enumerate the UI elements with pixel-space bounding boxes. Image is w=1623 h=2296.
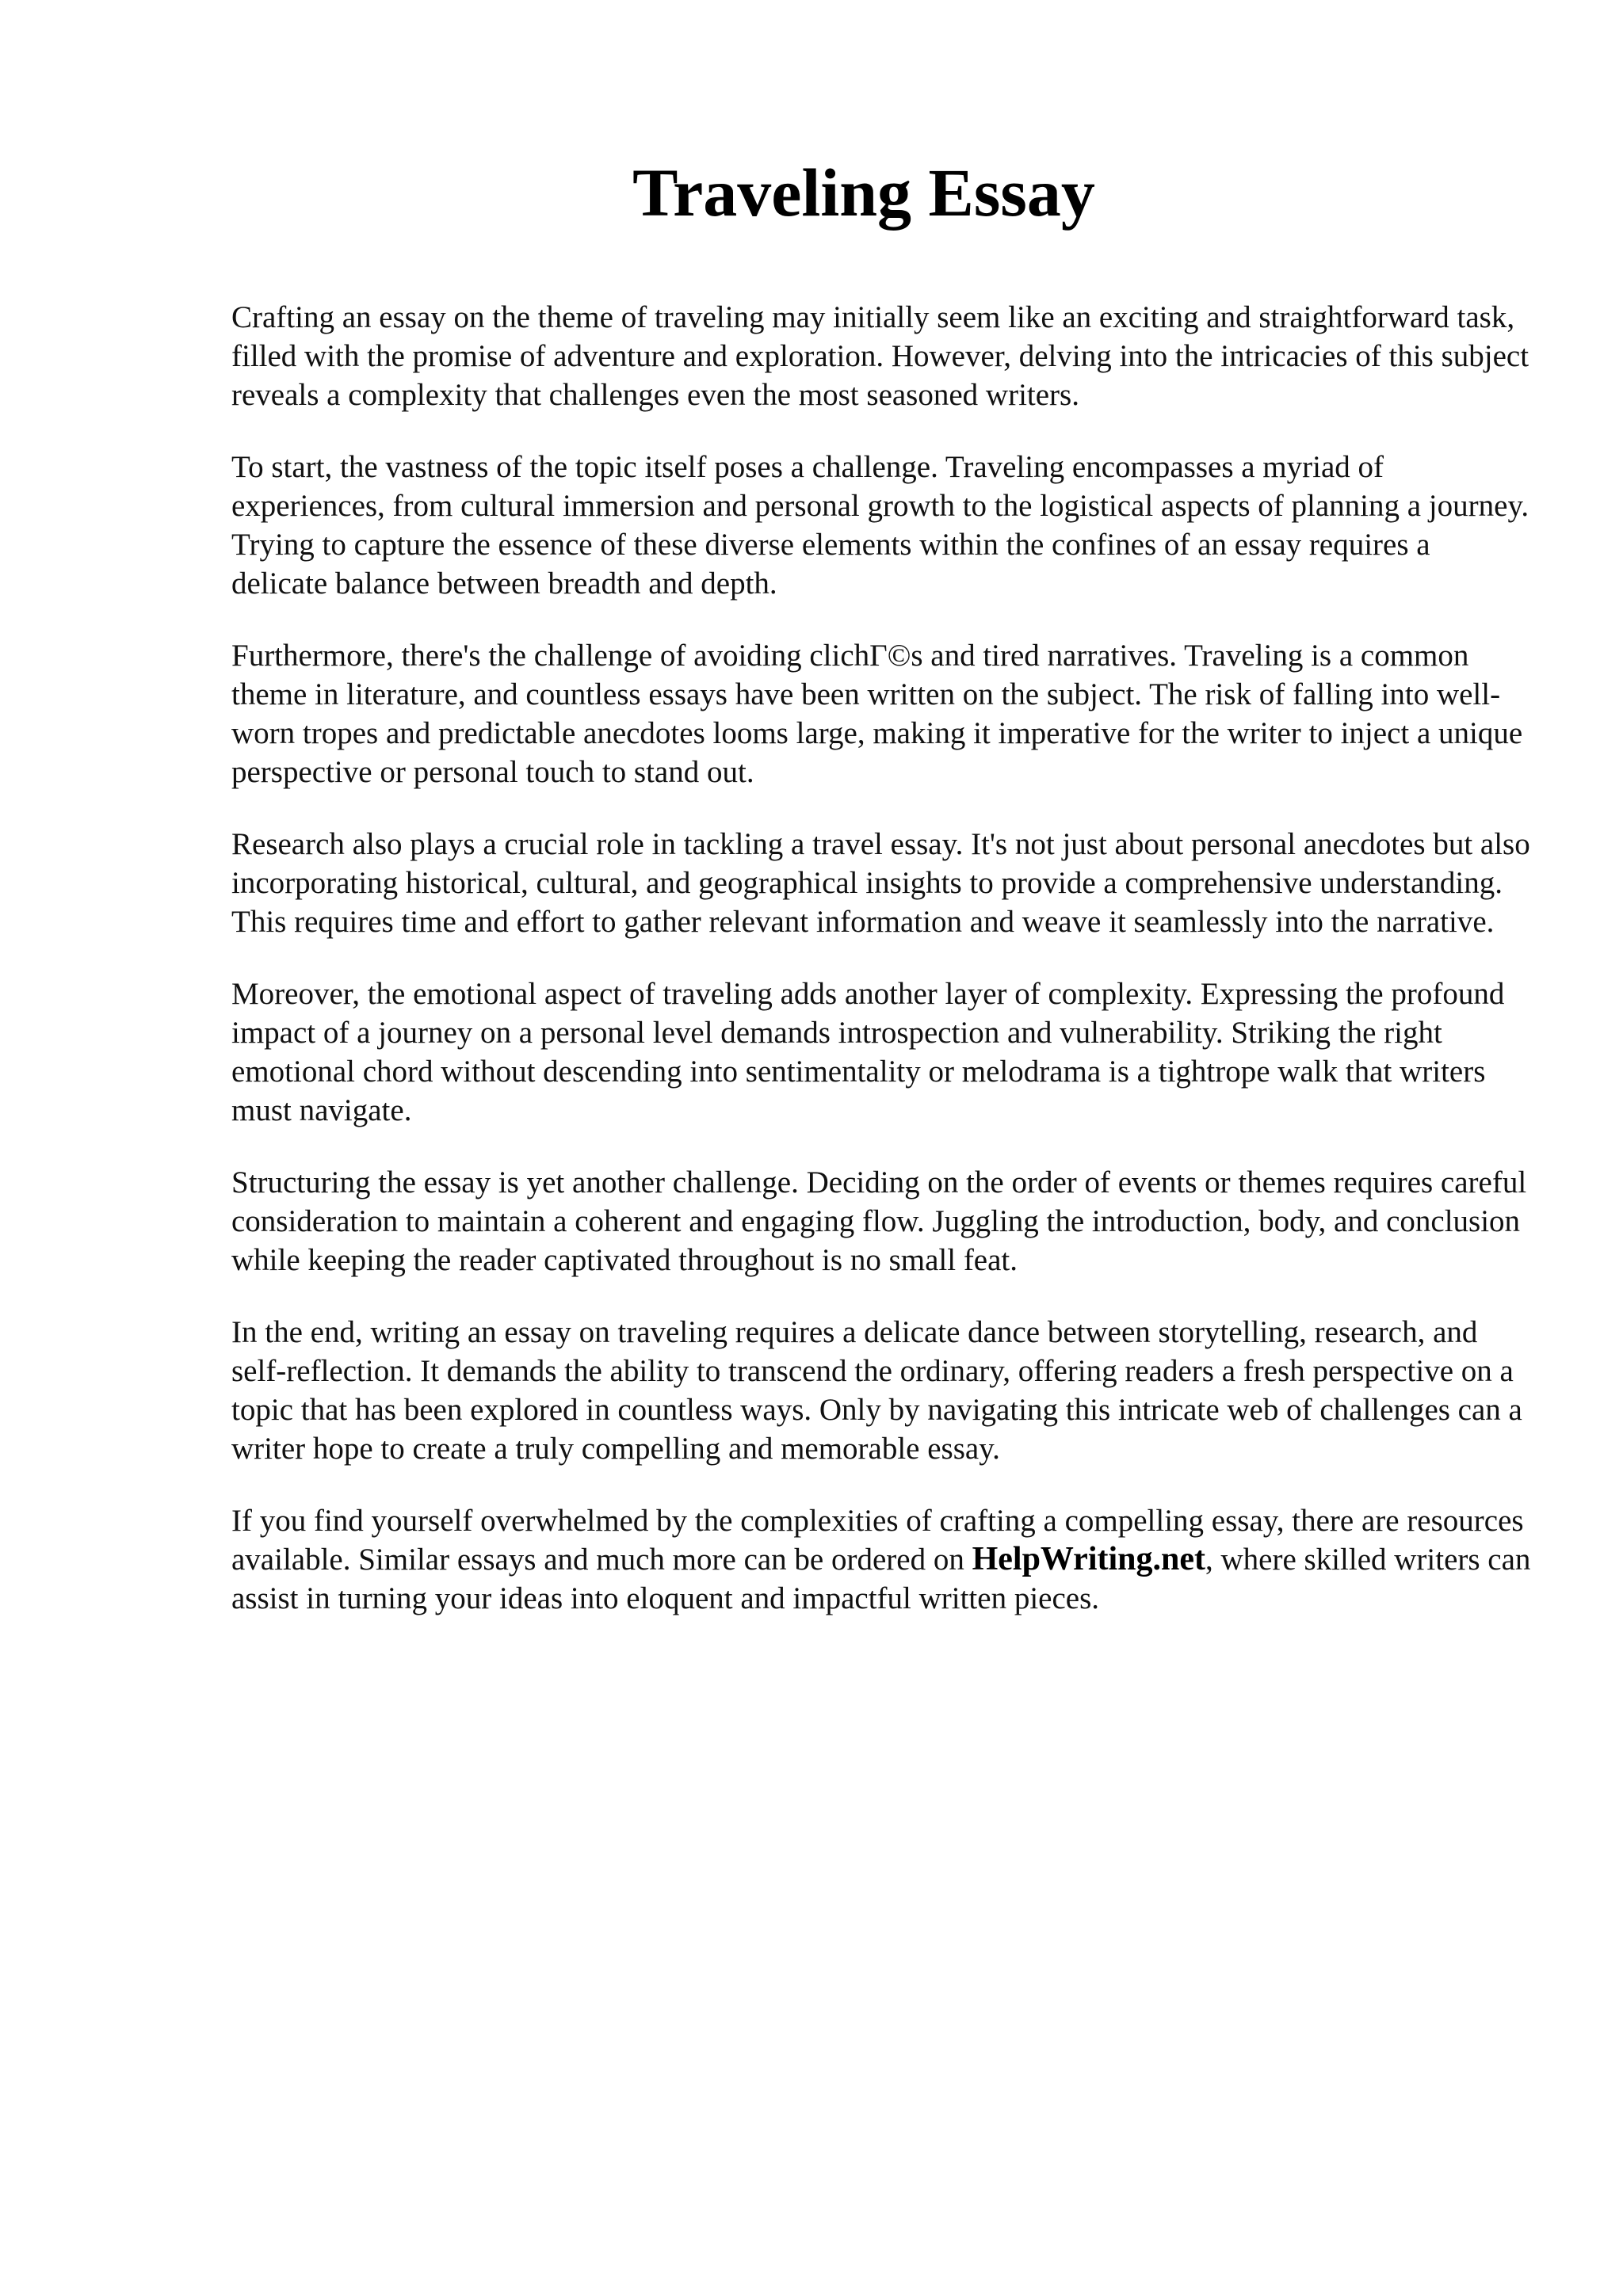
closing-text-after: , where skilled writers can assist in turning your ideas into eloquent and impactful written pieces.: [231, 1543, 1531, 1615]
paragraph-6: Structuring the essay is yet another challenge. Deciding on the order of events or themes requires careful consideration to maintain a coherent and engaging flow. Juggling the introduction, body, and conclusion while keeping the reader captivated throughout is no small feat.: [231, 1165, 1527, 1277]
paragraph-5: Moreover, the emotional aspect of traveling adds another layer of complexity. Expressing the profound impact of a journey on a personal level demands introspection and vulnerability. Striking the right emotional chord without descending into sentimentality or melodrama is a tightrope walk that writers must navigate.: [231, 977, 1505, 1127]
document-title: Traveling Essay: [632, 154, 1095, 231]
paragraph-3: Furthermore, there's the challenge of avoiding clichΓ©s and tired narratives. Traveling is a common theme in literature, and countless essays have been written on the subject. The risk of falling into well-worn tropes and predictable anecdotes looms large, making it imperative for the writer to inject a unique perspective or personal touch to stand out.: [231, 639, 1523, 789]
brand-name: HelpWriting.net: [972, 1541, 1205, 1577]
paragraph-1: Crafting an essay on the theme of traveling may initially seem like an exciting and straightforward task, filled with the promise of adventure and exploration. However, delving into the intricacies of this subject reveals a complexity that challenges even the most seasoned writers.: [231, 300, 1529, 412]
paragraph-2: To start, the vastness of the topic itself poses a challenge. Traveling encompasses a myriad of experiences, from cultural immersion and personal growth to the logistical aspects of planning a journey. Trying to capture the essence of these diverse elements within the confines of an essay requires a delicate balance between breadth and depth.: [231, 450, 1529, 601]
closing-text-before: If you find yourself overwhelmed by the complexities of crafting a compelling essay, there are resources available. Similar essays and much more can be ordered on: [231, 1504, 1524, 1577]
paragraph-7: In the end, writing an essay on traveling requires a delicate dance between storytelling, research, and self-reflection. It demands the ability to transcend the ordinary, offering readers a fresh perspective on a topic that has been explored in countless ways. Only by navigating this intricate web of challenges can a writer hope to create a truly compelling and memorable essay.: [231, 1315, 1522, 1466]
document-body: [231, 298, 1531, 1651]
closing-paragraph: [231, 1501, 1531, 1618]
paragraph-4: Research also plays a crucial role in tackling a travel essay. It's not just about personal anecdotes but also incorporating historical, cultural, and geographical insights to provide a comprehensive understanding. This requires time and effort to gather relevant information and weave it seamlessly into the narrative.: [231, 827, 1530, 939]
